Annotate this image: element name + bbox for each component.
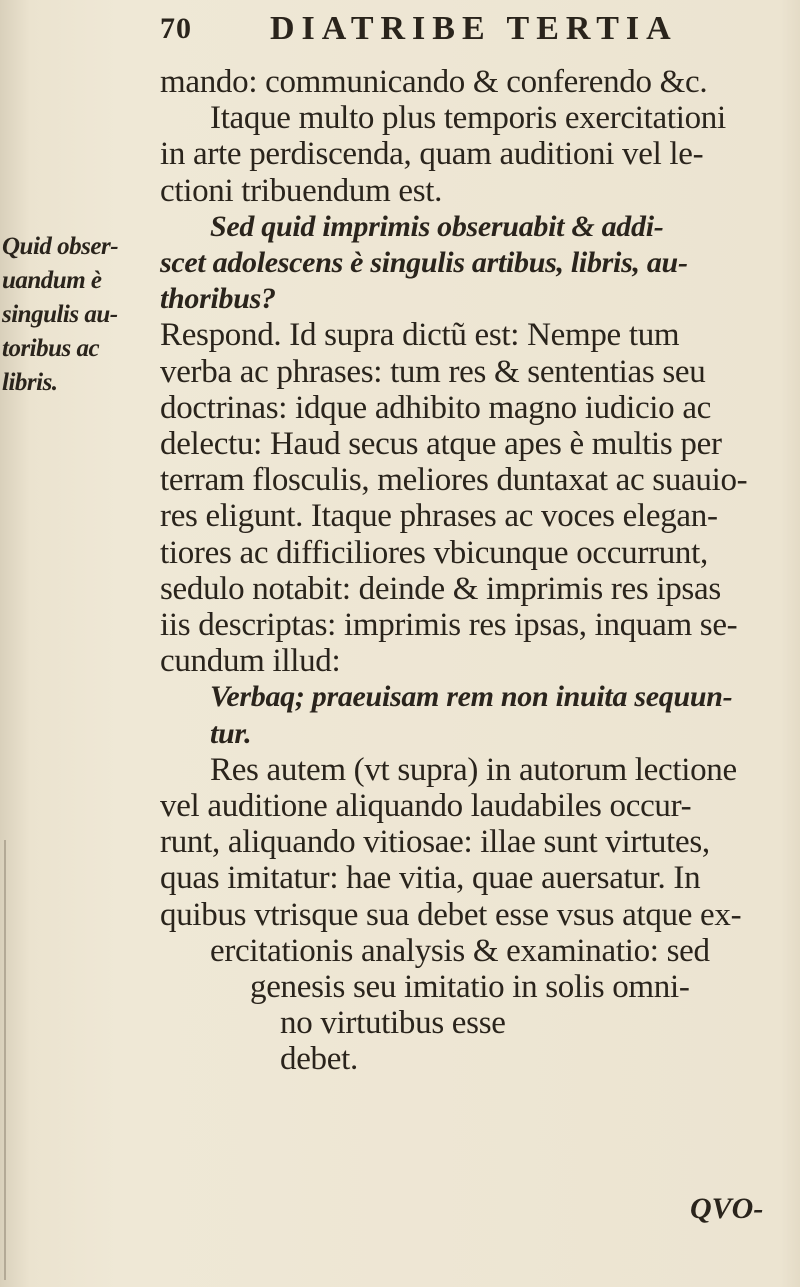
text-line: tiores ac difficiliores vbicunque occurrunt, bbox=[160, 534, 708, 571]
text-line: delectu: Haud secus atque apes è multis per bbox=[160, 426, 722, 463]
text-line: no virtutibus esse bbox=[280, 1005, 506, 1042]
text-line: debet. bbox=[280, 1041, 358, 1078]
catchword: QVO- bbox=[690, 1192, 764, 1225]
text-line: res eligunt. Itaque phrases ac voces elegan- bbox=[160, 498, 718, 535]
text-line: Itaque multo plus temporis exercitationi bbox=[210, 100, 726, 137]
text-line: sedulo notabit: deinde & imprimis res ipsas bbox=[160, 570, 721, 607]
text-line: iis descriptas: imprimis res ipsas, inquam se- bbox=[160, 607, 738, 644]
text-line: mando: communicando & conferendo &c. bbox=[160, 64, 708, 100]
text-line: quibus vtrisque sua debet esse vsus atque ex- bbox=[160, 896, 742, 933]
text-line: terram flosculis, meliores duntaxat ac suauio- bbox=[160, 462, 748, 499]
text-line: runt, aliquando vitiosae: illae sunt virtutes, bbox=[160, 824, 710, 861]
marginal-note bbox=[2, 230, 152, 400]
marginal-note-line: uandum è bbox=[2, 267, 102, 294]
text-line: doctrinas: idque adhibito magno iudicio ac bbox=[160, 389, 712, 426]
text-line: vel auditione aliquando laudabiles occur- bbox=[160, 788, 692, 825]
page-header bbox=[160, 8, 720, 52]
running-head: DIATRIBE TERTIA bbox=[270, 10, 678, 47]
text-line: genesis seu imitatio in solis omni- bbox=[250, 969, 690, 1006]
marginal-note-line: Quid obser- bbox=[2, 233, 119, 260]
body-text bbox=[160, 64, 800, 1078]
marginal-note-line: libris. bbox=[2, 369, 58, 396]
text-line: in arte perdiscenda, quam auditioni vel le- bbox=[160, 136, 704, 173]
text-line: tur. bbox=[210, 716, 252, 750]
text-line: Verbaq; praeuisam rem non inuita sequun- bbox=[210, 680, 733, 714]
text-line: quas imitatur: hae vitia, quae auersatur. In bbox=[160, 860, 701, 897]
marginal-note-line: singulis au- bbox=[2, 301, 118, 328]
text-line: ercitationis analysis & examinatio: sed bbox=[210, 932, 710, 969]
text-line: cundum illud: bbox=[160, 643, 341, 680]
gutter-shadow bbox=[4, 840, 6, 1280]
text-line: thoribus? bbox=[160, 282, 276, 316]
text-line: scet adolescens è singulis artibus, libris, au- bbox=[160, 246, 688, 280]
text-line: ctioni tribuendum est. bbox=[160, 172, 443, 209]
text-line: Res autem (vt supra) in autorum lectione bbox=[210, 751, 737, 788]
marginal-note-line: toribus ac bbox=[2, 335, 100, 362]
text-line: Sed quid imprimis obseruabit & addi- bbox=[210, 209, 664, 243]
text-line: verba ac phrases: tum res & sententias seu bbox=[160, 353, 706, 390]
text-line: Respond. Id supra dictũ est: Nempe tum bbox=[160, 317, 680, 354]
page-number: 70 bbox=[160, 12, 192, 45]
